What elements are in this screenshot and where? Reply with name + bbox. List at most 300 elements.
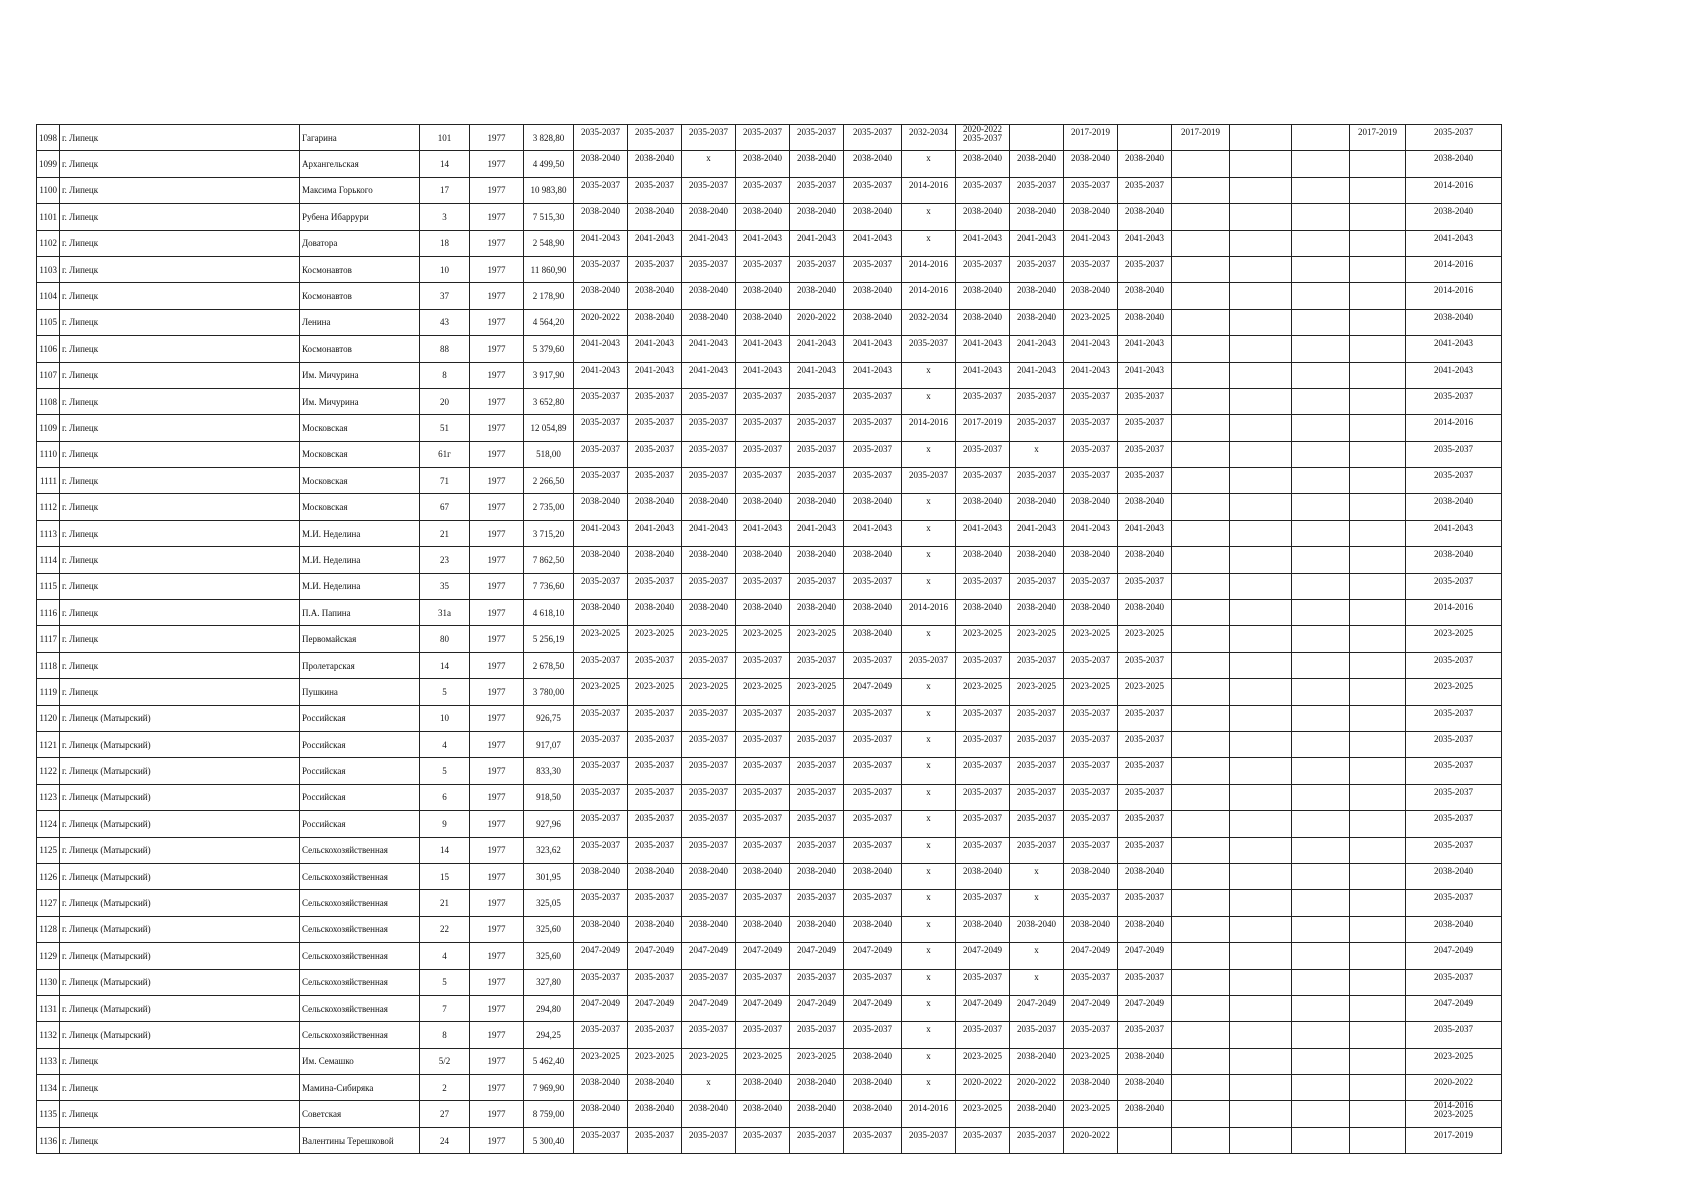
cell-period-9: x bbox=[1010, 441, 1064, 467]
cell-period-11: 2038-2040 bbox=[1118, 600, 1172, 626]
cell-period-7: x bbox=[902, 441, 956, 467]
cell-period-11: 2035-2037 bbox=[1118, 1022, 1172, 1048]
table-row bbox=[37, 204, 1502, 230]
cell-period-13 bbox=[1230, 652, 1292, 678]
cell-locality: г. Липецк bbox=[60, 151, 300, 177]
cell-period-6: 2035-2037 bbox=[844, 731, 902, 757]
cell-period-7: x bbox=[902, 1022, 956, 1048]
cell-period-10: 2038-2040 bbox=[1064, 151, 1118, 177]
cell-period-7: x bbox=[902, 494, 956, 520]
cell-period-5: 2038-2040 bbox=[790, 283, 844, 309]
cell-street: П.А. Папина bbox=[300, 600, 420, 626]
cell-period-6: 2038-2040 bbox=[844, 916, 902, 942]
cell-period-3: 2038-2040 bbox=[682, 494, 736, 520]
cell-period-8: 2023-2025 bbox=[956, 626, 1010, 652]
cell-area: 926,75 bbox=[524, 705, 574, 731]
cell-period-2: 2038-2040 bbox=[628, 547, 682, 573]
cell-period-15 bbox=[1350, 758, 1406, 784]
cell-period-10: 2035-2037 bbox=[1064, 441, 1118, 467]
cell-period-3: 2035-2037 bbox=[682, 890, 736, 916]
cell-row-number: 1115 bbox=[37, 573, 60, 599]
cell-period-9: 2041-2043 bbox=[1010, 520, 1064, 546]
cell-period-8: 2038-2040 bbox=[956, 309, 1010, 335]
cell-period-5: 2020-2022 bbox=[790, 309, 844, 335]
cell-period-12 bbox=[1172, 837, 1230, 863]
cell-row-number: 1101 bbox=[37, 204, 60, 230]
cell-area: 917,07 bbox=[524, 731, 574, 757]
cell-period-12 bbox=[1172, 916, 1230, 942]
cell-house-number: 80 bbox=[420, 626, 470, 652]
cell-locality: г. Липецк bbox=[60, 494, 300, 520]
cell-period-3: 2041-2043 bbox=[682, 520, 736, 546]
cell-period-9: 2041-2043 bbox=[1010, 230, 1064, 256]
cell-period-6: 2038-2040 bbox=[844, 1101, 902, 1127]
table-row bbox=[37, 1101, 1502, 1127]
cell-period-11: 2035-2037 bbox=[1118, 705, 1172, 731]
cell-period-15 bbox=[1350, 916, 1406, 942]
cell-final-period: 2014-2016 bbox=[1406, 600, 1502, 626]
cell-period-5: 2023-2025 bbox=[790, 1048, 844, 1074]
cell-house-number: 5 bbox=[420, 679, 470, 705]
cell-period-15 bbox=[1350, 441, 1406, 467]
cell-final-period: 2035-2037 bbox=[1406, 811, 1502, 837]
cell-street: Сельскохозяйственная bbox=[300, 969, 420, 995]
cell-period-8: 2047-2049 bbox=[956, 943, 1010, 969]
cell-period-1: 2041-2043 bbox=[574, 230, 628, 256]
cell-house-number: 35 bbox=[420, 573, 470, 599]
cell-period-13 bbox=[1230, 1022, 1292, 1048]
cell-period-15 bbox=[1350, 415, 1406, 441]
cell-area: 3 715,20 bbox=[524, 520, 574, 546]
cell-period-14 bbox=[1292, 1048, 1350, 1074]
cell-period-6: 2035-2037 bbox=[844, 811, 902, 837]
cell-period-7: 2035-2037 bbox=[902, 1127, 956, 1153]
cell-period-2: 2035-2037 bbox=[628, 969, 682, 995]
cell-house-number: 15 bbox=[420, 863, 470, 889]
cell-locality: г. Липецк bbox=[60, 1075, 300, 1101]
cell-period-8: 2020-2022 2035-2037 bbox=[956, 125, 1010, 151]
cell-street: Сельскохозяйственная bbox=[300, 863, 420, 889]
cell-period-2: 2035-2037 bbox=[628, 468, 682, 494]
cell-period-9: 2035-2037 bbox=[1010, 177, 1064, 203]
cell-area: 12 054,89 bbox=[524, 415, 574, 441]
cell-period-10: 2041-2043 bbox=[1064, 230, 1118, 256]
cell-period-2: 2035-2037 bbox=[628, 837, 682, 863]
cell-period-7: 2014-2016 bbox=[902, 283, 956, 309]
cell-street: Московская bbox=[300, 415, 420, 441]
cell-area: 3 917,90 bbox=[524, 362, 574, 388]
cell-row-number: 1126 bbox=[37, 863, 60, 889]
cell-period-15 bbox=[1350, 204, 1406, 230]
cell-period-2: 2035-2037 bbox=[628, 811, 682, 837]
cell-period-15 bbox=[1350, 362, 1406, 388]
table-row bbox=[37, 600, 1502, 626]
cell-period-1: 2023-2025 bbox=[574, 679, 628, 705]
cell-period-8: 2035-2037 bbox=[956, 890, 1010, 916]
cell-locality: г. Липецк bbox=[60, 336, 300, 362]
cell-period-7: x bbox=[902, 547, 956, 573]
cell-row-number: 1107 bbox=[37, 362, 60, 388]
cell-period-12 bbox=[1172, 731, 1230, 757]
cell-row-number: 1102 bbox=[37, 230, 60, 256]
cell-final-period: 2023-2025 bbox=[1406, 679, 1502, 705]
cell-period-9: 2038-2040 bbox=[1010, 309, 1064, 335]
cell-period-6: 2035-2037 bbox=[844, 388, 902, 414]
cell-area: 918,50 bbox=[524, 784, 574, 810]
cell-period-1: 2038-2040 bbox=[574, 204, 628, 230]
cell-period-6: 2041-2043 bbox=[844, 520, 902, 546]
cell-final-period: 2035-2037 bbox=[1406, 837, 1502, 863]
cell-period-7: x bbox=[902, 1048, 956, 1074]
cell-period-12 bbox=[1172, 705, 1230, 731]
cell-period-5: 2035-2037 bbox=[790, 811, 844, 837]
cell-period-7: 2035-2037 bbox=[902, 336, 956, 362]
cell-period-14 bbox=[1292, 600, 1350, 626]
cell-period-1: 2035-2037 bbox=[574, 731, 628, 757]
cell-period-13 bbox=[1230, 600, 1292, 626]
cell-period-13 bbox=[1230, 626, 1292, 652]
cell-locality: г. Липецк bbox=[60, 626, 300, 652]
cell-period-15 bbox=[1350, 731, 1406, 757]
cell-period-4: 2038-2040 bbox=[736, 151, 790, 177]
cell-period-3: 2035-2037 bbox=[682, 758, 736, 784]
cell-period-2: 2023-2025 bbox=[628, 679, 682, 705]
cell-house-number: 20 bbox=[420, 388, 470, 414]
cell-period-8: 2035-2037 bbox=[956, 784, 1010, 810]
cell-period-14 bbox=[1292, 811, 1350, 837]
cell-period-4: 2047-2049 bbox=[736, 943, 790, 969]
cell-period-10: 2023-2025 bbox=[1064, 679, 1118, 705]
cell-period-8: 2038-2040 bbox=[956, 916, 1010, 942]
cell-period-13 bbox=[1230, 995, 1292, 1021]
cell-period-10: 2020-2022 bbox=[1064, 1127, 1118, 1153]
cell-street: Советская bbox=[300, 1101, 420, 1127]
cell-year-built: 1977 bbox=[470, 995, 524, 1021]
cell-period-6: 2035-2037 bbox=[844, 573, 902, 599]
cell-period-1: 2023-2025 bbox=[574, 626, 628, 652]
cell-street: Мамина-Сибиряка bbox=[300, 1075, 420, 1101]
cell-period-13 bbox=[1230, 679, 1292, 705]
cell-period-15 bbox=[1350, 652, 1406, 678]
cell-period-8: 2035-2037 bbox=[956, 652, 1010, 678]
cell-area: 323,62 bbox=[524, 837, 574, 863]
cell-period-5: 2041-2043 bbox=[790, 336, 844, 362]
cell-period-9: 2035-2037 bbox=[1010, 573, 1064, 599]
cell-locality: г. Липецк (Матырский) bbox=[60, 969, 300, 995]
cell-period-11: 2023-2025 bbox=[1118, 679, 1172, 705]
cell-street: Пушкина bbox=[300, 679, 420, 705]
cell-period-5: 2035-2037 bbox=[790, 388, 844, 414]
cell-final-period: 2020-2022 bbox=[1406, 1075, 1502, 1101]
cell-row-number: 1105 bbox=[37, 309, 60, 335]
cell-period-3: 2038-2040 bbox=[682, 1101, 736, 1127]
cell-house-number: 101 bbox=[420, 125, 470, 151]
cell-period-3: 2038-2040 bbox=[682, 547, 736, 573]
cell-final-period: 2014-2016 2023-2025 bbox=[1406, 1101, 1502, 1127]
cell-period-7: x bbox=[902, 916, 956, 942]
cell-period-7: 2014-2016 bbox=[902, 256, 956, 282]
cell-period-14 bbox=[1292, 626, 1350, 652]
cell-period-5: 2038-2040 bbox=[790, 1101, 844, 1127]
cell-period-14 bbox=[1292, 256, 1350, 282]
cell-street: Московская bbox=[300, 494, 420, 520]
cell-period-8: 2035-2037 bbox=[956, 177, 1010, 203]
cell-period-7: x bbox=[902, 362, 956, 388]
cell-period-13 bbox=[1230, 309, 1292, 335]
cell-period-9: 2041-2043 bbox=[1010, 362, 1064, 388]
cell-period-12 bbox=[1172, 494, 1230, 520]
table-row bbox=[37, 547, 1502, 573]
cell-period-8: 2017-2019 bbox=[956, 415, 1010, 441]
cell-final-period: 2017-2019 bbox=[1406, 1127, 1502, 1153]
cell-period-6: 2035-2037 bbox=[844, 1127, 902, 1153]
cell-period-9: x bbox=[1010, 890, 1064, 916]
cell-period-4: 2041-2043 bbox=[736, 362, 790, 388]
cell-locality: г. Липецк bbox=[60, 600, 300, 626]
cell-period-11: 2035-2037 bbox=[1118, 784, 1172, 810]
table-row bbox=[37, 1022, 1502, 1048]
cell-period-12 bbox=[1172, 441, 1230, 467]
cell-period-13 bbox=[1230, 1075, 1292, 1101]
cell-street: Сельскохозяйственная bbox=[300, 837, 420, 863]
cell-period-4: 2035-2037 bbox=[736, 969, 790, 995]
table-row bbox=[37, 837, 1502, 863]
cell-period-12 bbox=[1172, 283, 1230, 309]
cell-house-number: 2 bbox=[420, 1075, 470, 1101]
cell-period-12 bbox=[1172, 652, 1230, 678]
cell-period-7: x bbox=[902, 969, 956, 995]
cell-period-8: 2035-2037 bbox=[956, 731, 1010, 757]
cell-period-5: 2035-2037 bbox=[790, 1022, 844, 1048]
cell-period-13 bbox=[1230, 177, 1292, 203]
cell-period-8: 2035-2037 bbox=[956, 441, 1010, 467]
cell-period-7: x bbox=[902, 758, 956, 784]
cell-period-15 bbox=[1350, 1048, 1406, 1074]
cell-period-9: x bbox=[1010, 943, 1064, 969]
cell-period-8: 2035-2037 bbox=[956, 256, 1010, 282]
cell-house-number: 8 bbox=[420, 1022, 470, 1048]
cell-house-number: 10 bbox=[420, 705, 470, 731]
cell-period-5: 2038-2040 bbox=[790, 547, 844, 573]
cell-street: Им. Семашко bbox=[300, 1048, 420, 1074]
cell-period-9: 2038-2040 bbox=[1010, 151, 1064, 177]
cell-year-built: 1977 bbox=[470, 573, 524, 599]
cell-final-period: 2023-2025 bbox=[1406, 1048, 1502, 1074]
cell-row-number: 1121 bbox=[37, 731, 60, 757]
cell-street: Российская bbox=[300, 731, 420, 757]
cell-period-11: 2035-2037 bbox=[1118, 177, 1172, 203]
cell-period-4: 2038-2040 bbox=[736, 283, 790, 309]
cell-period-6: 2038-2040 bbox=[844, 1048, 902, 1074]
cell-street: Московская bbox=[300, 468, 420, 494]
table-row bbox=[37, 494, 1502, 520]
cell-period-1: 2035-2037 bbox=[574, 652, 628, 678]
cell-year-built: 1977 bbox=[470, 863, 524, 889]
cell-period-14 bbox=[1292, 336, 1350, 362]
cell-area: 5 300,40 bbox=[524, 1127, 574, 1153]
cell-final-period: 2038-2040 bbox=[1406, 494, 1502, 520]
cell-street: Пролетарская bbox=[300, 652, 420, 678]
cell-period-11: 2035-2037 bbox=[1118, 758, 1172, 784]
cell-period-9: 2023-2025 bbox=[1010, 626, 1064, 652]
cell-period-1: 2035-2037 bbox=[574, 811, 628, 837]
cell-period-10: 2035-2037 bbox=[1064, 652, 1118, 678]
cell-period-14 bbox=[1292, 468, 1350, 494]
cell-period-8: 2047-2049 bbox=[956, 995, 1010, 1021]
cell-year-built: 1977 bbox=[470, 151, 524, 177]
cell-period-7: x bbox=[902, 573, 956, 599]
cell-period-14 bbox=[1292, 573, 1350, 599]
cell-year-built: 1977 bbox=[470, 547, 524, 573]
cell-house-number: 21 bbox=[420, 890, 470, 916]
cell-period-1: 2035-2037 bbox=[574, 837, 628, 863]
cell-period-6: 2041-2043 bbox=[844, 336, 902, 362]
cell-period-1: 2038-2040 bbox=[574, 1101, 628, 1127]
cell-locality: г. Липецк bbox=[60, 1127, 300, 1153]
cell-row-number: 1106 bbox=[37, 336, 60, 362]
cell-period-12 bbox=[1172, 863, 1230, 889]
cell-period-14 bbox=[1292, 1022, 1350, 1048]
cell-period-12 bbox=[1172, 679, 1230, 705]
cell-period-13 bbox=[1230, 1048, 1292, 1074]
cell-period-12 bbox=[1172, 995, 1230, 1021]
cell-period-1: 2038-2040 bbox=[574, 283, 628, 309]
table-row bbox=[37, 943, 1502, 969]
cell-period-15 bbox=[1350, 784, 1406, 810]
cell-period-15 bbox=[1350, 811, 1406, 837]
cell-year-built: 1977 bbox=[470, 1101, 524, 1127]
cell-period-4: 2038-2040 bbox=[736, 494, 790, 520]
cell-period-10: 2023-2025 bbox=[1064, 1101, 1118, 1127]
table-row bbox=[37, 890, 1502, 916]
cell-period-13 bbox=[1230, 731, 1292, 757]
cell-period-5: 2035-2037 bbox=[790, 256, 844, 282]
cell-final-period: 2035-2037 bbox=[1406, 468, 1502, 494]
cell-house-number: 43 bbox=[420, 309, 470, 335]
cell-period-1: 2038-2040 bbox=[574, 863, 628, 889]
cell-locality: г. Липецк bbox=[60, 204, 300, 230]
cell-year-built: 1977 bbox=[470, 309, 524, 335]
cell-period-10: 2035-2037 bbox=[1064, 784, 1118, 810]
cell-period-15 bbox=[1350, 943, 1406, 969]
cell-final-period: 2041-2043 bbox=[1406, 336, 1502, 362]
cell-period-1: 2035-2037 bbox=[574, 125, 628, 151]
cell-street: Космонавтов bbox=[300, 283, 420, 309]
cell-period-15 bbox=[1350, 283, 1406, 309]
cell-period-5: 2038-2040 bbox=[790, 151, 844, 177]
cell-period-2: 2023-2025 bbox=[628, 626, 682, 652]
cell-period-7: x bbox=[902, 230, 956, 256]
cell-period-2: 2047-2049 bbox=[628, 943, 682, 969]
cell-house-number: 67 bbox=[420, 494, 470, 520]
cell-period-13 bbox=[1230, 705, 1292, 731]
cell-period-4: 2035-2037 bbox=[736, 125, 790, 151]
cell-period-12 bbox=[1172, 573, 1230, 599]
cell-locality: г. Липецк (Матырский) bbox=[60, 890, 300, 916]
cell-period-7: x bbox=[902, 811, 956, 837]
cell-street: Архангельская bbox=[300, 151, 420, 177]
cell-period-2: 2041-2043 bbox=[628, 336, 682, 362]
cell-locality: г. Липецк bbox=[60, 177, 300, 203]
cell-period-15 bbox=[1350, 336, 1406, 362]
cell-period-1: 2041-2043 bbox=[574, 362, 628, 388]
table-row bbox=[37, 177, 1502, 203]
table-row bbox=[37, 1048, 1502, 1074]
cell-street: Сельскохозяйственная bbox=[300, 890, 420, 916]
cell-final-period: 2041-2043 bbox=[1406, 520, 1502, 546]
cell-period-8: 2038-2040 bbox=[956, 151, 1010, 177]
cell-period-10: 2038-2040 bbox=[1064, 600, 1118, 626]
cell-period-4: 2035-2037 bbox=[736, 441, 790, 467]
cell-period-1: 2035-2037 bbox=[574, 1127, 628, 1153]
cell-period-13 bbox=[1230, 415, 1292, 441]
table-row bbox=[37, 758, 1502, 784]
cell-final-period: 2038-2040 bbox=[1406, 863, 1502, 889]
cell-period-12 bbox=[1172, 1075, 1230, 1101]
cell-period-10: 2035-2037 bbox=[1064, 890, 1118, 916]
cell-period-11 bbox=[1118, 1127, 1172, 1153]
cell-year-built: 1977 bbox=[470, 362, 524, 388]
cell-period-1: 2035-2037 bbox=[574, 784, 628, 810]
cell-area: 3 652,80 bbox=[524, 388, 574, 414]
cell-period-3: 2041-2043 bbox=[682, 362, 736, 388]
cell-period-14 bbox=[1292, 969, 1350, 995]
cell-period-9: 2038-2040 bbox=[1010, 1048, 1064, 1074]
cell-period-6: 2035-2037 bbox=[844, 1022, 902, 1048]
cell-period-8: 2035-2037 bbox=[956, 573, 1010, 599]
cell-period-10: 2038-2040 bbox=[1064, 916, 1118, 942]
cell-period-13 bbox=[1230, 1127, 1292, 1153]
cell-period-11: 2047-2049 bbox=[1118, 995, 1172, 1021]
cell-period-7: 2014-2016 bbox=[902, 600, 956, 626]
cell-house-number: 7 bbox=[420, 995, 470, 1021]
cell-period-15 bbox=[1350, 309, 1406, 335]
cell-period-12 bbox=[1172, 415, 1230, 441]
cell-final-period: 2014-2016 bbox=[1406, 415, 1502, 441]
cell-period-6: 2038-2040 bbox=[844, 151, 902, 177]
cell-period-4: 2041-2043 bbox=[736, 336, 790, 362]
cell-period-10: 2041-2043 bbox=[1064, 336, 1118, 362]
cell-period-8: 2020-2022 bbox=[956, 1075, 1010, 1101]
cell-period-12 bbox=[1172, 1101, 1230, 1127]
cell-locality: г. Липецк bbox=[60, 230, 300, 256]
cell-period-12 bbox=[1172, 1127, 1230, 1153]
cell-row-number: 1112 bbox=[37, 494, 60, 520]
cell-period-14 bbox=[1292, 863, 1350, 889]
cell-area: 294,25 bbox=[524, 1022, 574, 1048]
cell-period-7: x bbox=[902, 731, 956, 757]
cell-final-period: 2023-2025 bbox=[1406, 626, 1502, 652]
cell-period-7: x bbox=[902, 784, 956, 810]
cell-period-12 bbox=[1172, 151, 1230, 177]
cell-period-12 bbox=[1172, 1022, 1230, 1048]
cell-year-built: 1977 bbox=[470, 1075, 524, 1101]
cell-locality: г. Липецк (Матырский) bbox=[60, 863, 300, 889]
cell-house-number: 8 bbox=[420, 362, 470, 388]
cell-house-number: 5 bbox=[420, 758, 470, 784]
cell-final-period: 2038-2040 bbox=[1406, 204, 1502, 230]
cell-period-7: x bbox=[902, 837, 956, 863]
cell-period-2: 2035-2037 bbox=[628, 388, 682, 414]
cell-house-number: 14 bbox=[420, 151, 470, 177]
cell-period-3: 2035-2037 bbox=[682, 177, 736, 203]
cell-street: Рубена Ибаррури bbox=[300, 204, 420, 230]
cell-locality: г. Липецк bbox=[60, 679, 300, 705]
cell-year-built: 1977 bbox=[470, 494, 524, 520]
cell-period-3: x bbox=[682, 151, 736, 177]
cell-final-period: 2047-2049 bbox=[1406, 943, 1502, 969]
cell-period-12 bbox=[1172, 890, 1230, 916]
